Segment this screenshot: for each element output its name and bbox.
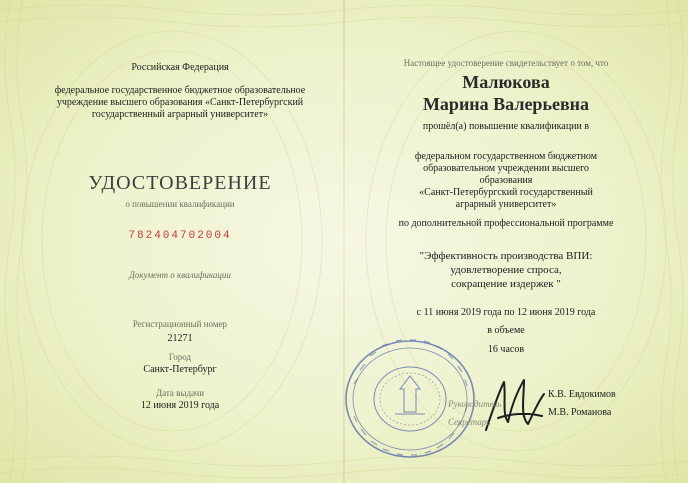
city: Санкт-Петербург	[143, 364, 217, 375]
program-line-1: "Эффективность производства ВПИ:	[419, 250, 593, 262]
volume-label: в объеме	[487, 325, 525, 336]
program-intro: по дополнительной профессиональной программе	[398, 218, 614, 229]
institution-line-1: федеральное государственное бюджетное образовательное	[54, 85, 306, 96]
program-line-2: удовлетворение спроса,	[450, 264, 562, 276]
completed-text: прошёл(а) повышение квалификации в	[422, 121, 590, 132]
document-type: Документ о квалификации	[129, 270, 231, 280]
document-subtitle: о повышении квалификации	[125, 199, 235, 209]
head-name: К.В. Евдокимов	[548, 389, 616, 400]
organization-line-4: «Санкт-Петербургский государственный	[419, 187, 593, 198]
registration-number: 21271	[167, 333, 193, 344]
institution-line-3: государственный аграрный университет»	[91, 109, 269, 120]
recipient-surname: Малюкова	[462, 72, 550, 92]
registration-number-label: Регистрационный номер	[132, 319, 228, 329]
volume-hours: 16 часов	[487, 344, 525, 355]
issue-date: 12 июня 2019 года	[140, 400, 220, 411]
institution-line-2: учреждение высшего образования «Санкт-Петербургский	[56, 97, 304, 108]
city-label: Город	[168, 352, 192, 362]
head-role: Руководитель	[448, 399, 502, 409]
organization-line-5: аграрный университет»	[455, 199, 557, 210]
document-title: УДОСТОВЕРЕНИЕ	[88, 172, 272, 194]
secretary-name: М.В. Романова	[548, 407, 612, 418]
issue-date-label: Дата выдачи	[155, 388, 205, 398]
secretary-role: Секретарь	[448, 417, 491, 427]
serial-number: 782404702004	[128, 230, 232, 242]
intro-text: Настоящее удостоверение свидетельствует о том, что	[403, 58, 609, 68]
organization-line-2: образовательном учреждении высшего	[423, 163, 589, 174]
organization-line-3: образования	[479, 175, 533, 186]
study-period: с 11 июня 2019 года по 12 июня 2019 года	[416, 307, 596, 318]
country: Российская Федерация	[131, 62, 229, 73]
recipient-given-names: Марина Валерьевна	[422, 94, 590, 114]
organization-line-1: федеральном государственном бюджетном	[414, 151, 598, 162]
program-line-3: сокращение издержек "	[451, 278, 561, 290]
